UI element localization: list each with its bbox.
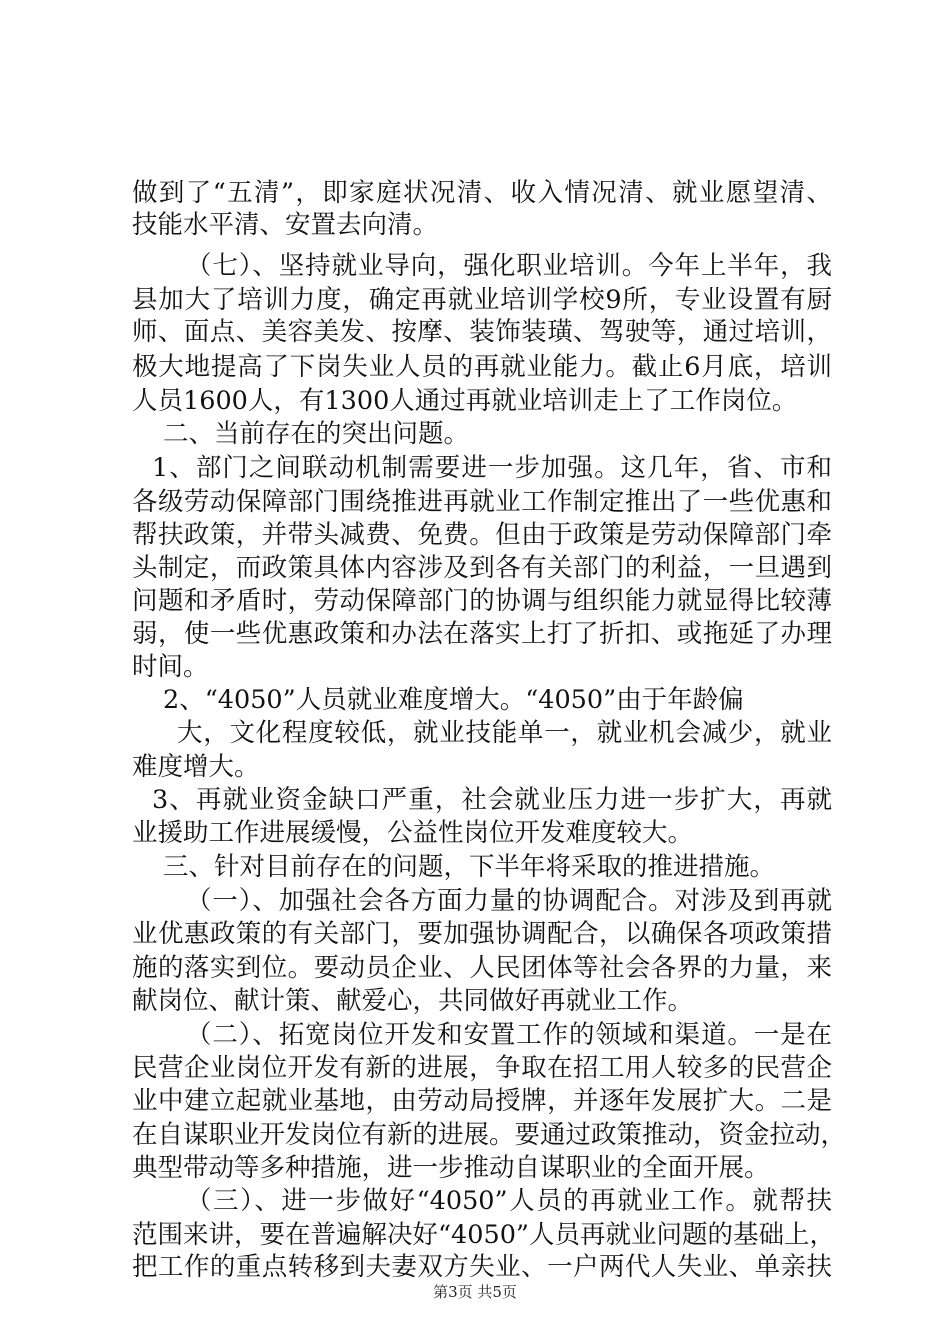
text-line: 县加大了培训力度，确定再就业培训学校9所，专业设置有厨 — [132, 285, 832, 315]
text-line: 技能水平清、安置去向清。 — [132, 210, 439, 240]
text-line: 问题和矛盾时，劳动保障部门的协调与组织能力就显得比较薄 — [132, 586, 832, 616]
text-line: 业援助工作进展缓慢，公益性岗位开发难度较大。 — [132, 818, 694, 848]
text-line: 人员1600人，有1300人通过再就业培训走上了工作岗位。 — [132, 386, 798, 416]
text-line: 业优惠政策的有关部门，要加强协调配合，以确保各项政策措 — [132, 919, 832, 949]
text-line: 弱，使一些优惠政策和办法在落实上打了折扣、或拖延了办理 — [132, 619, 832, 649]
text-line: 三、针对目前存在的问题，下半年将采取的推进措施。 — [163, 852, 776, 882]
text-line: 范围来讲，要在普遍解决好“4050”人员再就业问题的基础上， — [132, 1220, 835, 1250]
text-line: （一）、加强社会各方面力量的协调配合。对涉及到再就 — [186, 886, 832, 916]
text-line: （二）、拓宽岗位开发和安置工作的领域和渠道。一是在 — [186, 1020, 832, 1050]
text-line: 大，文化程度较低，就业技能单一，就业机会减少，就业 — [177, 718, 832, 748]
text-line: 难度增大。 — [132, 752, 260, 782]
text-line: 各级劳动保障部门围绕推进再就业工作制定推出了一些优惠和 — [132, 487, 832, 517]
text-line: 在自谋职业开发岗位有新的进展。要通过政策推动，资金拉动， — [132, 1120, 847, 1150]
text-line: 二、当前存在的突出问题。 — [163, 419, 470, 449]
text-line: 把工作的重点转移到夫妻双方失业、一户两代人失业、单亲扶 — [132, 1252, 832, 1282]
text-line: 业中建立起就业基地，由劳动局授牌，并逐年发展扩大。二是 — [132, 1086, 832, 1116]
text-line: 2、“4050”人员就业难度增大。“4050”由于年龄偏 — [163, 685, 744, 715]
text-line: 师、面点、美容美发、按摩、装饰装璜、驾驶等，通过培训， — [132, 317, 832, 347]
text-line: 献岗位、献计策、献爱心，共同做好再就业工作。 — [132, 986, 694, 1016]
text-line: 帮扶政策，并带头减费、免费。但由于政策是劳动保障部门牵 — [132, 520, 832, 550]
text-line: 3、再就业资金缺口严重，社会就业压力进一步扩大，再就 — [152, 785, 832, 815]
text-line: 极大地提高了下岗失业人员的再就业能力。截止6月底，培训 — [132, 352, 832, 382]
page-footer: 第3页 共5页 — [433, 1283, 517, 1301]
text-line: 典型带动等多种措施，进一步推动自谋职业的全面开展。 — [132, 1153, 770, 1183]
text-line: （三）、进一步做好“4050”人员的再就业工作。就帮扶 — [186, 1186, 832, 1216]
text-line: 头制定，而政策具体内容涉及到各有关部门的利益，一旦遇到 — [132, 553, 832, 583]
text-line: 1、部门之间联动机制需要进一步加强。这几年，省、市和 — [152, 453, 832, 483]
text-line: 施的落实到位。要动员企业、人民团体等社会各界的力量，来 — [132, 953, 832, 983]
text-line: 做到了“五清”，即家庭状况清、收入情况清、就业愿望清、 — [132, 178, 832, 208]
text-line: 时间。 — [132, 652, 209, 682]
text-line: 民营企业岗位开发有新的进展，争取在招工用人较多的民营企 — [132, 1053, 832, 1083]
text-line: （七）、坚持就业导向，强化职业培训。今年上半年，我 — [186, 251, 832, 281]
